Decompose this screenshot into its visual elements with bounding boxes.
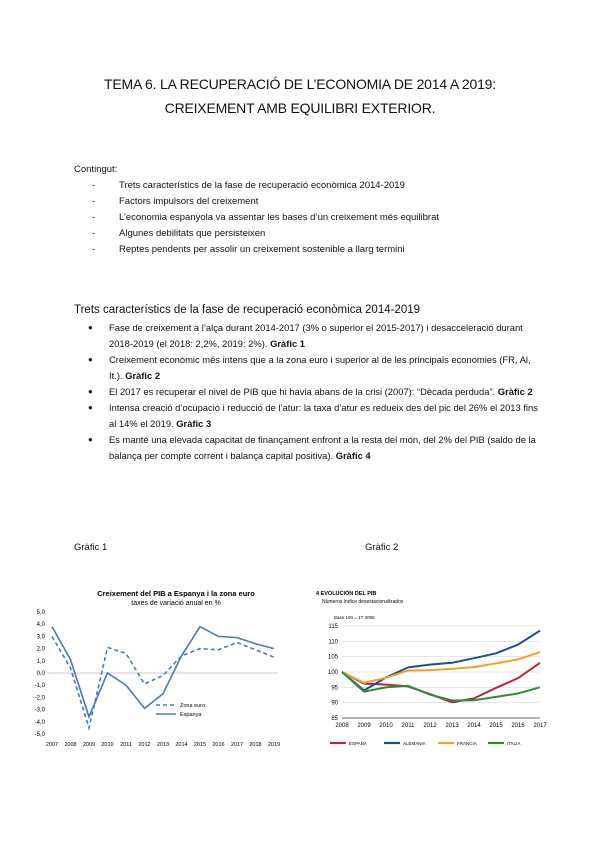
chart2-caption: Gràfic 2 <box>365 542 399 553</box>
chart1-y-tick: 4,0 <box>36 622 45 629</box>
chart2-subtitle: Números índice desestacionalizados <box>322 599 404 605</box>
chart1 <box>26 582 288 750</box>
chart1-x-tick: 2013 <box>156 742 170 748</box>
list-item: ● El 2017 es recuperar el nivel de PIB que hi havia abans de la crisi (2007): “Dècada perduda”. Gràfic 2 <box>88 386 533 397</box>
chart1-x-tick: 2007 <box>45 742 59 748</box>
chart2-note: Base 100 = 1T 2008 <box>334 615 375 620</box>
contents-label: Contingut: <box>74 164 118 175</box>
section-heading: Trets característics de la fase de recuperació econòmica 2014-2019 <box>74 304 421 316</box>
chart2-x-tick: 2012 <box>423 723 437 729</box>
chart1-legend-label: Zona euro <box>180 703 206 709</box>
chart2-x-tick: 2016 <box>511 723 525 729</box>
chart1-y-tick: 0,0 <box>36 671 45 677</box>
chart1-y-tick: -4,0 <box>34 719 45 726</box>
list-item: ● Fase de creixement a l’alça durant 2014-2017 (3% o superior el 2015-2017) i desacceleració durant 2018-2019 (el 2018: 2,2%, 2019: 2%). Gràfic 1 <box>88 322 523 349</box>
chart2-y-tick: 85 <box>331 716 338 722</box>
chart1-x-tick: 2012 <box>138 742 151 748</box>
chart1-x-tick: 2016 <box>212 742 225 748</box>
chart1-x-tick: 2017 <box>230 742 244 748</box>
chart1-y-tick: 3,0 <box>36 634 45 641</box>
chart1-x-tick: 2009 <box>82 742 96 748</box>
chart1-caption: Gràfic 1 <box>74 542 108 553</box>
bullet-list <box>88 320 538 464</box>
chart1-x-tick: 2010 <box>101 742 114 748</box>
chart2-y-tick: 100 <box>327 670 338 676</box>
chart1-y-tick: -2,0 <box>34 695 45 702</box>
chart2-legend-label: FRANCIA <box>457 741 477 746</box>
chart1-y-tick: -5,0 <box>34 732 45 738</box>
chart1-subtitle: taxes de variació anual en % <box>131 600 221 607</box>
chart1-series-spain <box>52 627 274 717</box>
chart2-x-tick: 2009 <box>357 723 371 729</box>
chart1-title: Creixement del PIB a Espanya i la zona euro <box>97 589 255 598</box>
chart2 <box>312 586 552 754</box>
document-title-line2: CREIXEMENT AMB EQUILIBRI EXTERIOR. <box>164 100 436 116</box>
chart1-x-tick: 2008 <box>64 742 77 748</box>
chart2-title: 4 EVOLUCIÓN DEL PIB <box>316 591 377 597</box>
chart2-y-tick: 90 <box>331 700 338 707</box>
chart2-x-tick: 2011 <box>401 723 415 729</box>
chart1-y-tick: 2,0 <box>36 646 45 653</box>
chart2-y-tick: 95 <box>331 685 338 692</box>
list-item: - Algunes debilitats que persisteixen <box>92 228 266 239</box>
list-item: - L’economia espanyola va assentar les bases d’un creixement més equilibrat <box>92 212 440 223</box>
list-item: - Factors impulsors del creixement <box>92 196 259 207</box>
list-item: ● Intensa creació d’ocupació i reducció de l’atur: la taxa d’atur es redueix des del pic del 26% el 2013 fins al 14% el 2019. Gràfic 3 <box>88 402 538 429</box>
chart2-x-tick: 2015 <box>489 723 503 729</box>
chart1-x-tick: 2014 <box>175 742 188 748</box>
chart1-x-tick: 2015 <box>193 742 207 748</box>
chart1-x-tick: 2019 <box>267 742 281 748</box>
chart1-y-tick: 1,0 <box>36 658 45 665</box>
chart2-x-tick: 2010 <box>379 723 393 729</box>
chart1-x-tick: 2011 <box>120 742 132 748</box>
chart1-y-tick: -3,0 <box>34 707 45 714</box>
chart2-x-tick: 2017 <box>533 723 547 729</box>
chart2-y-tick: 110 <box>328 639 338 646</box>
list-item: ● Creixement econòmic més intens que a la zona euro i superior al de les principals economies (FR, Al, It.). Gràfic 2 <box>88 354 531 381</box>
chart2-legend-label: ESPAÑA <box>349 741 367 746</box>
chart1-y-tick: 5,0 <box>36 610 45 616</box>
list-item: - Reptes pendents per assolir un creixement sostenible a llarg termini <box>92 244 405 255</box>
chart2-legend-label: ALEMANIA <box>403 741 426 746</box>
chart2-legend-label: ITALIA <box>507 741 521 746</box>
chart1-legend-label: Espanya <box>180 712 202 718</box>
document-title-line1: TEMA 6. LA RECUPERACIÓ DE L’ECONOMIA DE 2014 A 2019: <box>104 76 496 92</box>
chart1-x-tick: 2018 <box>249 742 262 748</box>
chart2-x-tick: 2013 <box>445 723 459 729</box>
chart1-y-tick: -1,0 <box>34 683 45 690</box>
contents-list <box>92 178 439 258</box>
list-item: - Trets característics de la fase de recuperació econòmica 2014-2019 <box>92 180 405 191</box>
chart2-x-tick: 2008 <box>335 723 349 729</box>
chart2-x-tick: 2014 <box>467 723 481 729</box>
chart2-y-tick: 105 <box>327 654 338 661</box>
chart2-y-tick: 115 <box>328 624 338 630</box>
list-item: ● Es manté una elevada capacitat de finançament enfront a la resta del món, del 2% del PIB (saldo de la balança per compte corrent i balança capital positiva). Gràfic 4 <box>88 434 536 461</box>
